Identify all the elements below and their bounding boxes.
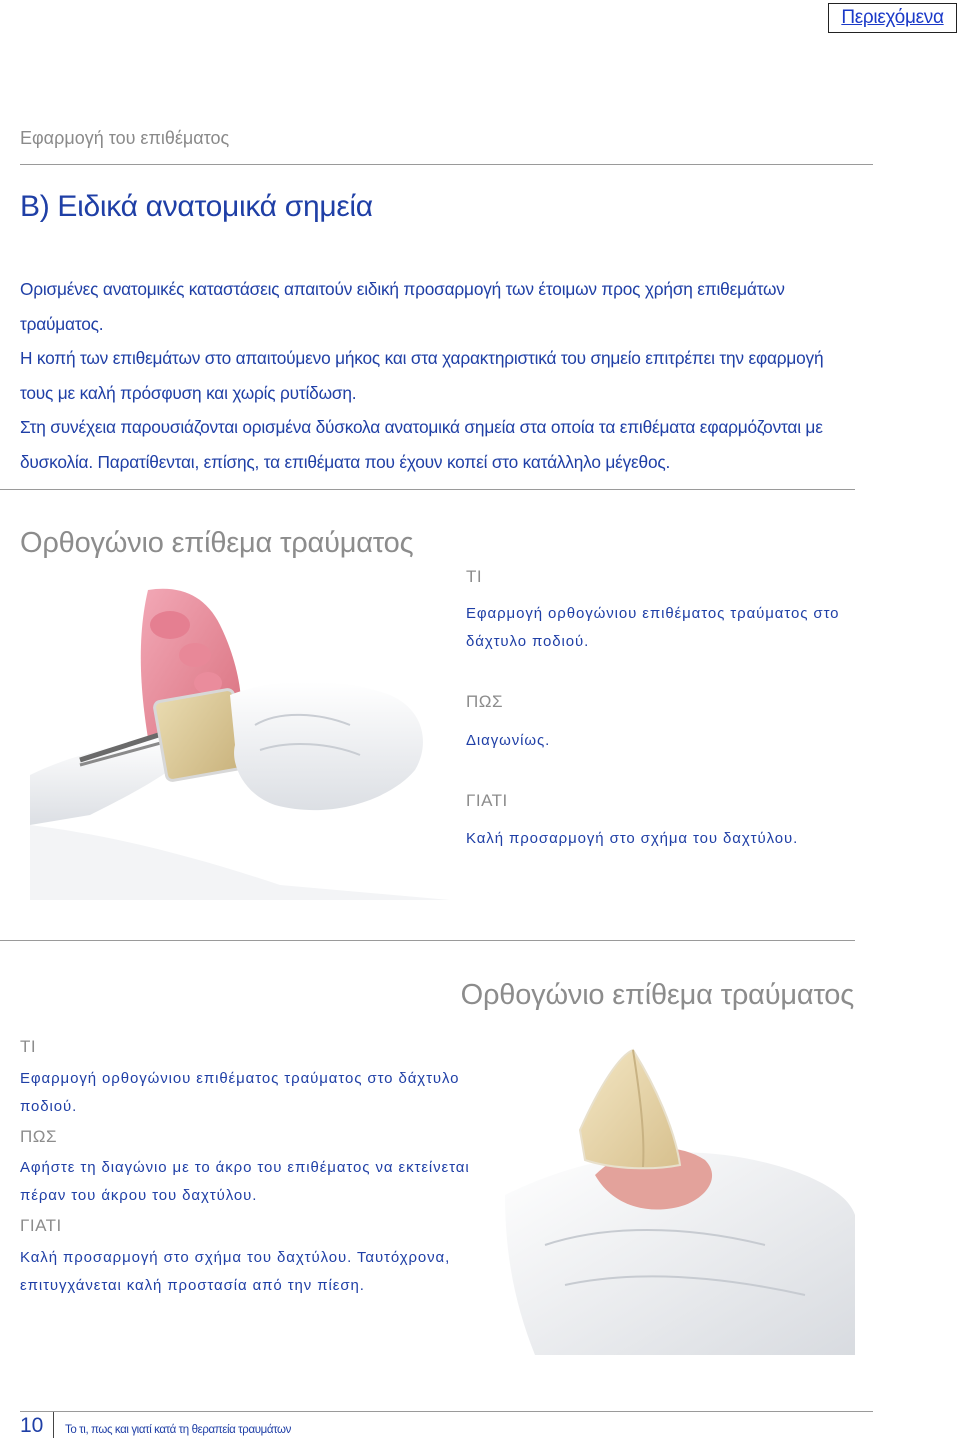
- section-title: Ορθογώνιο επίθεμα τραύματος: [20, 527, 414, 559]
- section-divider: [0, 940, 855, 941]
- toc-link[interactable]: Περιεχόμενα: [841, 7, 944, 28]
- footer-text: Το τι, πως και γιατί κατά τη θεραπεία τραυμάτων: [65, 1424, 291, 1436]
- why-text: Καλή προσαρμογή στο σχήμα του δαχτύλου.: [466, 830, 799, 847]
- intro-paragraph: Η κοπή των επιθεμάτων στο απαιτούμενο μήκος και στα χαρακτηριστικά του σημείο επιτρέπει την εφαρμογή τους με καλή πρόσφυση και χωρίς ρυτίδωση.: [20, 348, 824, 403]
- toe-dressing-photo: [30, 585, 450, 900]
- section-divider: [0, 489, 855, 490]
- intro-paragraph: Στη συνέχεια παρουσιάζονται ορισμένα δύσκολα ανατομικά σημεία στα οποία τα επιθέματα εφαρμόζονται με δυσκολία. Παρατίθενται, επίσης, τα επιθέματα που έχουν κοπεί στο κατάλληλο μέγεθος.: [20, 417, 823, 472]
- photo-illustration: [505, 1045, 855, 1355]
- intro-paragraph: Ορισμένες ανατομικές καταστάσεις απαιτούν ειδική προσαρμογή των έτοιμων προς χρήση επιθεμάτων τραύματος.: [20, 279, 785, 334]
- what-label: ΤΙ: [20, 1037, 37, 1056]
- photo-illustration: [30, 585, 450, 900]
- why-text: Καλή προσαρμογή στο σχήμα του δαχτύλου. Ταυτόχρονα, επιτυγχάνεται καλή προστασία από την πίεση.: [20, 1249, 451, 1294]
- toe-dressing-wrapped-photo: [505, 1045, 855, 1355]
- what-label: ΤΙ: [466, 567, 483, 586]
- header-divider: [20, 164, 873, 165]
- how-label: ΠΩΣ: [466, 692, 503, 711]
- why-label: ΓΙΑΤΙ: [20, 1216, 62, 1235]
- page-number: 10: [20, 1414, 44, 1437]
- footer-separator: [53, 1412, 54, 1438]
- toc-button[interactable]: [828, 3, 957, 33]
- how-text: Διαγωνίως.: [466, 732, 551, 749]
- why-label: ΓΙΑΤΙ: [466, 791, 508, 810]
- page-title: B) Ειδικά ανατομικά σημεία: [20, 190, 373, 223]
- section-title: Ορθογώνιο επίθεμα τραύματος: [460, 979, 854, 1011]
- footer-divider: [20, 1411, 873, 1412]
- what-text: Εφαρμογή ορθογώνιου επιθέματος τραύματος στο δάχτυλο ποδιού.: [20, 1070, 460, 1115]
- section-label: Εφαρμογή του επιθέματος: [20, 128, 230, 148]
- how-label: ΠΩΣ: [20, 1127, 57, 1146]
- intro-text: [20, 272, 880, 480]
- what-text: Εφαρμογή ορθογώνιου επιθέματος τραύματος στο δάχτυλο ποδιού.: [466, 605, 840, 650]
- how-text: Αφήστε τη διαγώνιο με το άκρο του επιθέματος να εκτείνεται πέραν του άκρου του δαχτύλου.: [20, 1159, 470, 1204]
